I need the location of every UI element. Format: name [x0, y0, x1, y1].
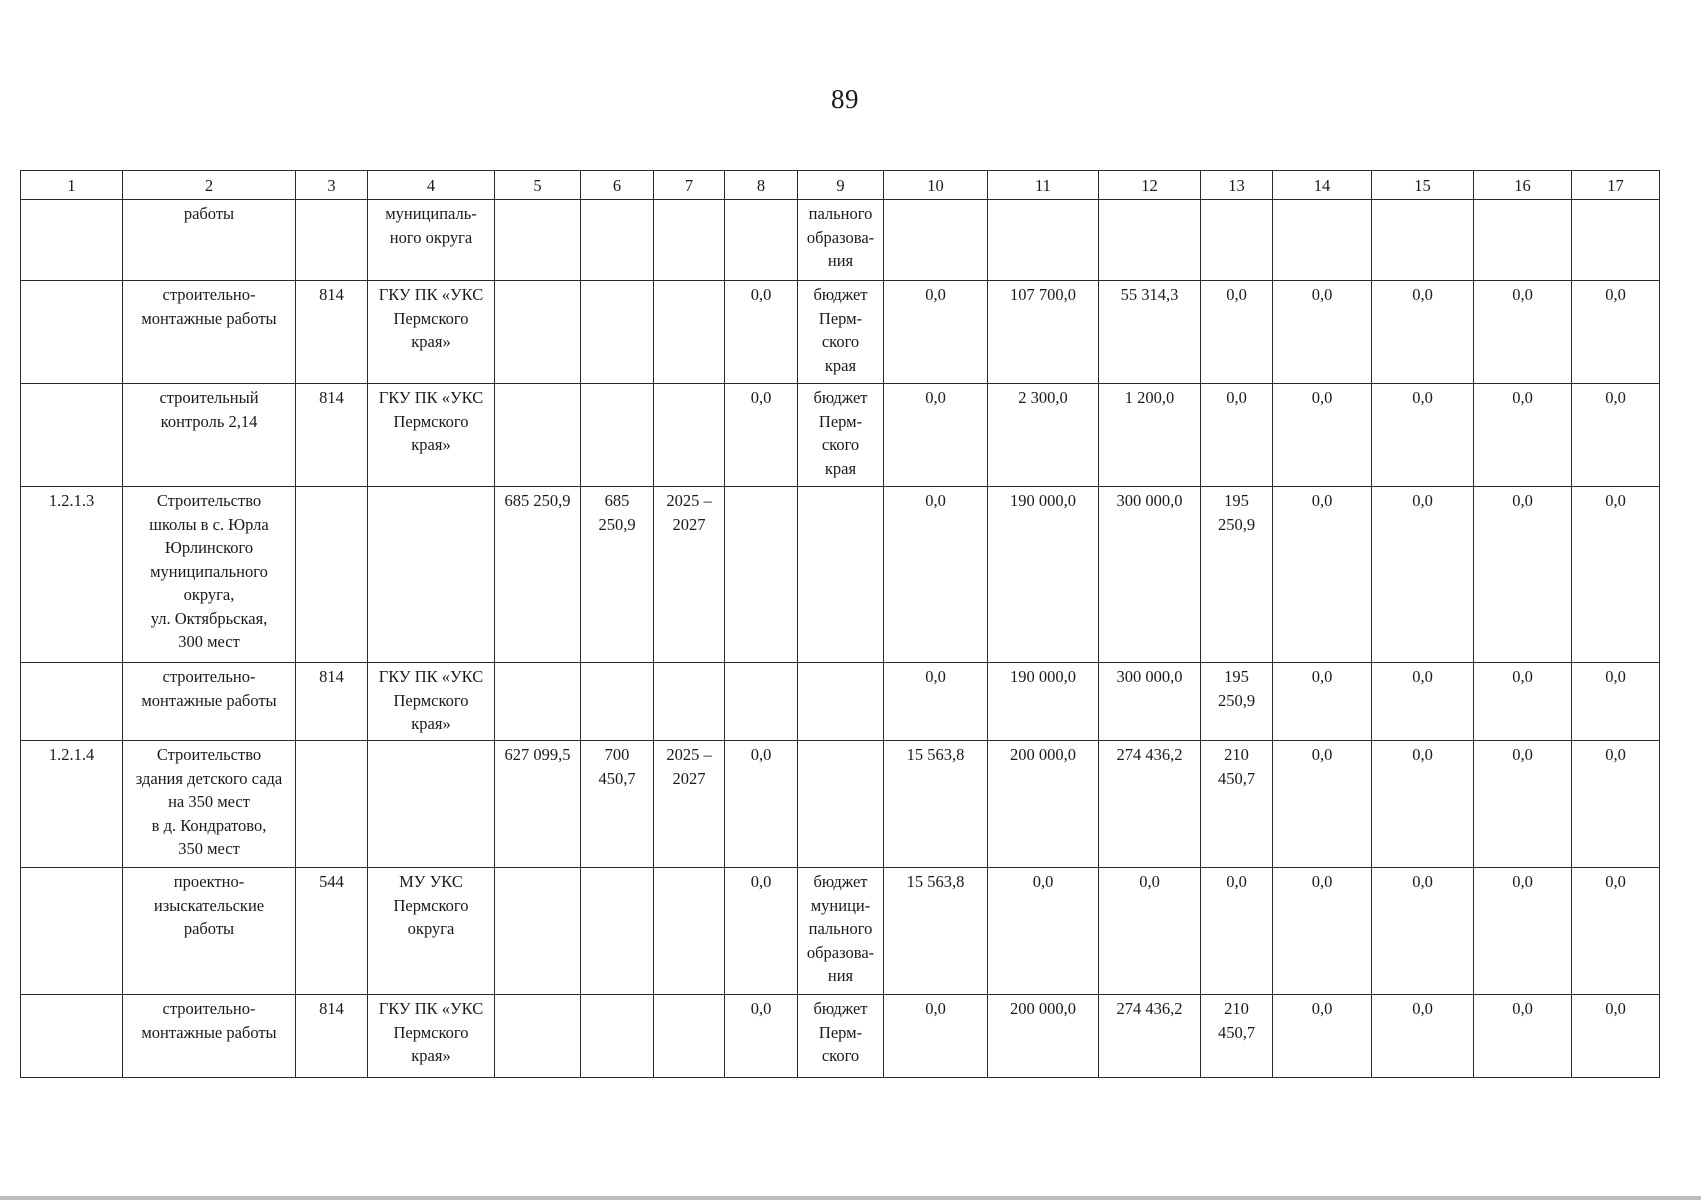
table-cell: строительно- монтажные работы: [123, 281, 296, 384]
table-cell: 210 450,7: [1201, 741, 1273, 868]
column-header: 17: [1572, 171, 1660, 200]
table-cell: [725, 487, 798, 663]
column-header: 11: [988, 171, 1099, 200]
table-cell: 200 000,0: [988, 995, 1099, 1078]
table-cell: 814: [296, 995, 368, 1078]
table-cell: 2025 – 2027: [654, 741, 725, 868]
table-cell: [581, 384, 654, 487]
table-cell: 0,0: [1099, 868, 1201, 995]
table-cell: [21, 200, 123, 281]
table-cell: 195 250,9: [1201, 487, 1273, 663]
table-cell: 700 450,7: [581, 741, 654, 868]
table-cell: [495, 200, 581, 281]
table-row: [21, 995, 1660, 1078]
table-cell: 0,0: [1474, 995, 1572, 1078]
table-cell: [654, 281, 725, 384]
table-cell: [798, 741, 884, 868]
table-cell: [1201, 200, 1273, 281]
table-cell: 0,0: [725, 281, 798, 384]
table-cell: 0,0: [884, 995, 988, 1078]
table-cell: 544: [296, 868, 368, 995]
budget-table: [20, 170, 1660, 1078]
table-cell: 0,0: [1372, 384, 1474, 487]
table-cell: [988, 200, 1099, 281]
table-cell: ГКУ ПК «УКС Пермского края»: [368, 663, 495, 741]
table-cell: 0,0: [1201, 868, 1273, 995]
table-cell: 1 200,0: [1099, 384, 1201, 487]
table-cell: 210 450,7: [1201, 995, 1273, 1078]
table-cell: 814: [296, 663, 368, 741]
table-cell: [798, 487, 884, 663]
table-cell: [21, 663, 123, 741]
table-cell: [21, 995, 123, 1078]
table-cell: [725, 200, 798, 281]
table-cell: 1.2.1.3: [21, 487, 123, 663]
table-cell: Строительство школы в с. Юрла Юрлинского муниципального округа, ул. Октябрьская, 300 мест: [123, 487, 296, 663]
table-cell: бюджет Перм- ского края: [798, 281, 884, 384]
table-cell: [368, 741, 495, 868]
table-cell: 15 563,8: [884, 741, 988, 868]
table-cell: [581, 663, 654, 741]
table-cell: 190 000,0: [988, 663, 1099, 741]
table-cell: [296, 741, 368, 868]
page-number: 89: [831, 84, 859, 114]
table-cell: 0,0: [1372, 281, 1474, 384]
column-header: 7: [654, 171, 725, 200]
table-cell: МУ УКС Пермского округа: [368, 868, 495, 995]
table-cell: 627 099,5: [495, 741, 581, 868]
table-cell: бюджет Перм- ского края: [798, 384, 884, 487]
column-header: 10: [884, 171, 988, 200]
table-cell: [581, 281, 654, 384]
table-cell: 0,0: [725, 868, 798, 995]
table-cell: 0,0: [725, 995, 798, 1078]
table-cell: 685 250,9: [495, 487, 581, 663]
table-cell: Строительство здания детского сада на 350 мест в д. Кондратово, 350 мест: [123, 741, 296, 868]
table-cell: [798, 663, 884, 741]
table-cell: [581, 995, 654, 1078]
table-cell: 0,0: [1372, 663, 1474, 741]
table-cell: [1372, 200, 1474, 281]
table-cell: 1.2.1.4: [21, 741, 123, 868]
table-cell: 2025 – 2027: [654, 487, 725, 663]
table-cell: ГКУ ПК «УКС Пермского края»: [368, 281, 495, 384]
table-cell: [21, 868, 123, 995]
scan-edge: [0, 1196, 1701, 1200]
table-cell: [1474, 200, 1572, 281]
column-header: 12: [1099, 171, 1201, 200]
table-cell: 0,0: [1474, 663, 1572, 741]
table-cell: [654, 200, 725, 281]
table-cell: [884, 200, 988, 281]
table-cell: 814: [296, 281, 368, 384]
table-cell: 0,0: [1273, 741, 1372, 868]
table-cell: [495, 663, 581, 741]
table-cell: строительно- монтажные работы: [123, 663, 296, 741]
table-cell: 200 000,0: [988, 741, 1099, 868]
table-cell: 2 300,0: [988, 384, 1099, 487]
table-cell: 0,0: [884, 384, 988, 487]
table-row: [21, 384, 1660, 487]
column-header: 3: [296, 171, 368, 200]
table-cell: 0,0: [884, 281, 988, 384]
table-cell: 0,0: [1572, 741, 1660, 868]
table-cell: [725, 663, 798, 741]
table-cell: 0,0: [1572, 995, 1660, 1078]
table-cell: пального образова- ния: [798, 200, 884, 281]
table-cell: [368, 487, 495, 663]
table-cell: [654, 868, 725, 995]
table-cell: ГКУ ПК «УКС Пермского края»: [368, 995, 495, 1078]
table-cell: [21, 281, 123, 384]
column-header: 13: [1201, 171, 1273, 200]
column-header: 16: [1474, 171, 1572, 200]
table-cell: 0,0: [1572, 487, 1660, 663]
table-cell: 0,0: [1572, 384, 1660, 487]
table-cell: [21, 384, 123, 487]
table-cell: [1273, 200, 1372, 281]
table-cell: [495, 868, 581, 995]
table-cell: 55 314,3: [1099, 281, 1201, 384]
table-cell: 685 250,9: [581, 487, 654, 663]
table-cell: бюджет Перм- ского: [798, 995, 884, 1078]
table-cell: 0,0: [1273, 995, 1372, 1078]
table-cell: 0,0: [1372, 868, 1474, 995]
table-cell: 107 700,0: [988, 281, 1099, 384]
column-header: 6: [581, 171, 654, 200]
table-body: [21, 171, 1660, 1078]
table-cell: 0,0: [1474, 384, 1572, 487]
table-cell: 0,0: [1572, 868, 1660, 995]
table-cell: [581, 868, 654, 995]
table-cell: 274 436,2: [1099, 741, 1201, 868]
column-header: 1: [21, 171, 123, 200]
table-cell: [495, 281, 581, 384]
table-cell: [654, 663, 725, 741]
table-cell: 0,0: [1372, 487, 1474, 663]
table-cell: [495, 995, 581, 1078]
table-cell: 190 000,0: [988, 487, 1099, 663]
column-header: 9: [798, 171, 884, 200]
table-cell: [654, 995, 725, 1078]
table-cell: 0,0: [988, 868, 1099, 995]
table-cell: 15 563,8: [884, 868, 988, 995]
table-cell: проектно- изыскательские работы: [123, 868, 296, 995]
table-cell: 0,0: [1273, 663, 1372, 741]
table-cell: [1572, 200, 1660, 281]
column-header: 14: [1273, 171, 1372, 200]
column-header: 2: [123, 171, 296, 200]
table-cell: муниципаль- ного округа: [368, 200, 495, 281]
table-cell: 0,0: [884, 663, 988, 741]
table-cell: строительно- монтажные работы: [123, 995, 296, 1078]
table-row: [21, 487, 1660, 663]
column-header: 5: [495, 171, 581, 200]
table-cell: 0,0: [1474, 281, 1572, 384]
table-cell: 0,0: [1474, 487, 1572, 663]
table-cell: 0,0: [1201, 384, 1273, 487]
table-cell: 0,0: [1572, 663, 1660, 741]
header-row: [21, 171, 1660, 200]
table-cell: 0,0: [884, 487, 988, 663]
table-cell: 0,0: [1201, 281, 1273, 384]
table-cell: 300 000,0: [1099, 663, 1201, 741]
table-cell: 300 000,0: [1099, 487, 1201, 663]
column-header: 4: [368, 171, 495, 200]
table-cell: 0,0: [725, 384, 798, 487]
table-cell: 274 436,2: [1099, 995, 1201, 1078]
table-cell: [495, 384, 581, 487]
table-cell: [296, 200, 368, 281]
table-cell: работы: [123, 200, 296, 281]
table-row: [21, 868, 1660, 995]
table-cell: 0,0: [1273, 487, 1372, 663]
table-cell: 0,0: [1372, 741, 1474, 868]
table-cell: 0,0: [725, 741, 798, 868]
table-cell: 0,0: [1474, 868, 1572, 995]
table-cell: [1099, 200, 1201, 281]
table-row: [21, 663, 1660, 741]
table-row: [21, 281, 1660, 384]
table-cell: 195 250,9: [1201, 663, 1273, 741]
table-row: [21, 741, 1660, 868]
table-cell: [296, 487, 368, 663]
table-cell: 0,0: [1372, 995, 1474, 1078]
table-cell: 0,0: [1273, 868, 1372, 995]
table-row: [21, 200, 1660, 281]
table-cell: 0,0: [1572, 281, 1660, 384]
table-cell: 0,0: [1273, 384, 1372, 487]
table-cell: 814: [296, 384, 368, 487]
column-header: 8: [725, 171, 798, 200]
table-cell: 0,0: [1273, 281, 1372, 384]
table-cell: строительный контроль 2,14: [123, 384, 296, 487]
table-cell: бюджет муници- пального образова- ния: [798, 868, 884, 995]
table-cell: ГКУ ПК «УКС Пермского края»: [368, 384, 495, 487]
column-header: 15: [1372, 171, 1474, 200]
table-cell: 0,0: [1474, 741, 1572, 868]
table-cell: [654, 384, 725, 487]
table-cell: [581, 200, 654, 281]
